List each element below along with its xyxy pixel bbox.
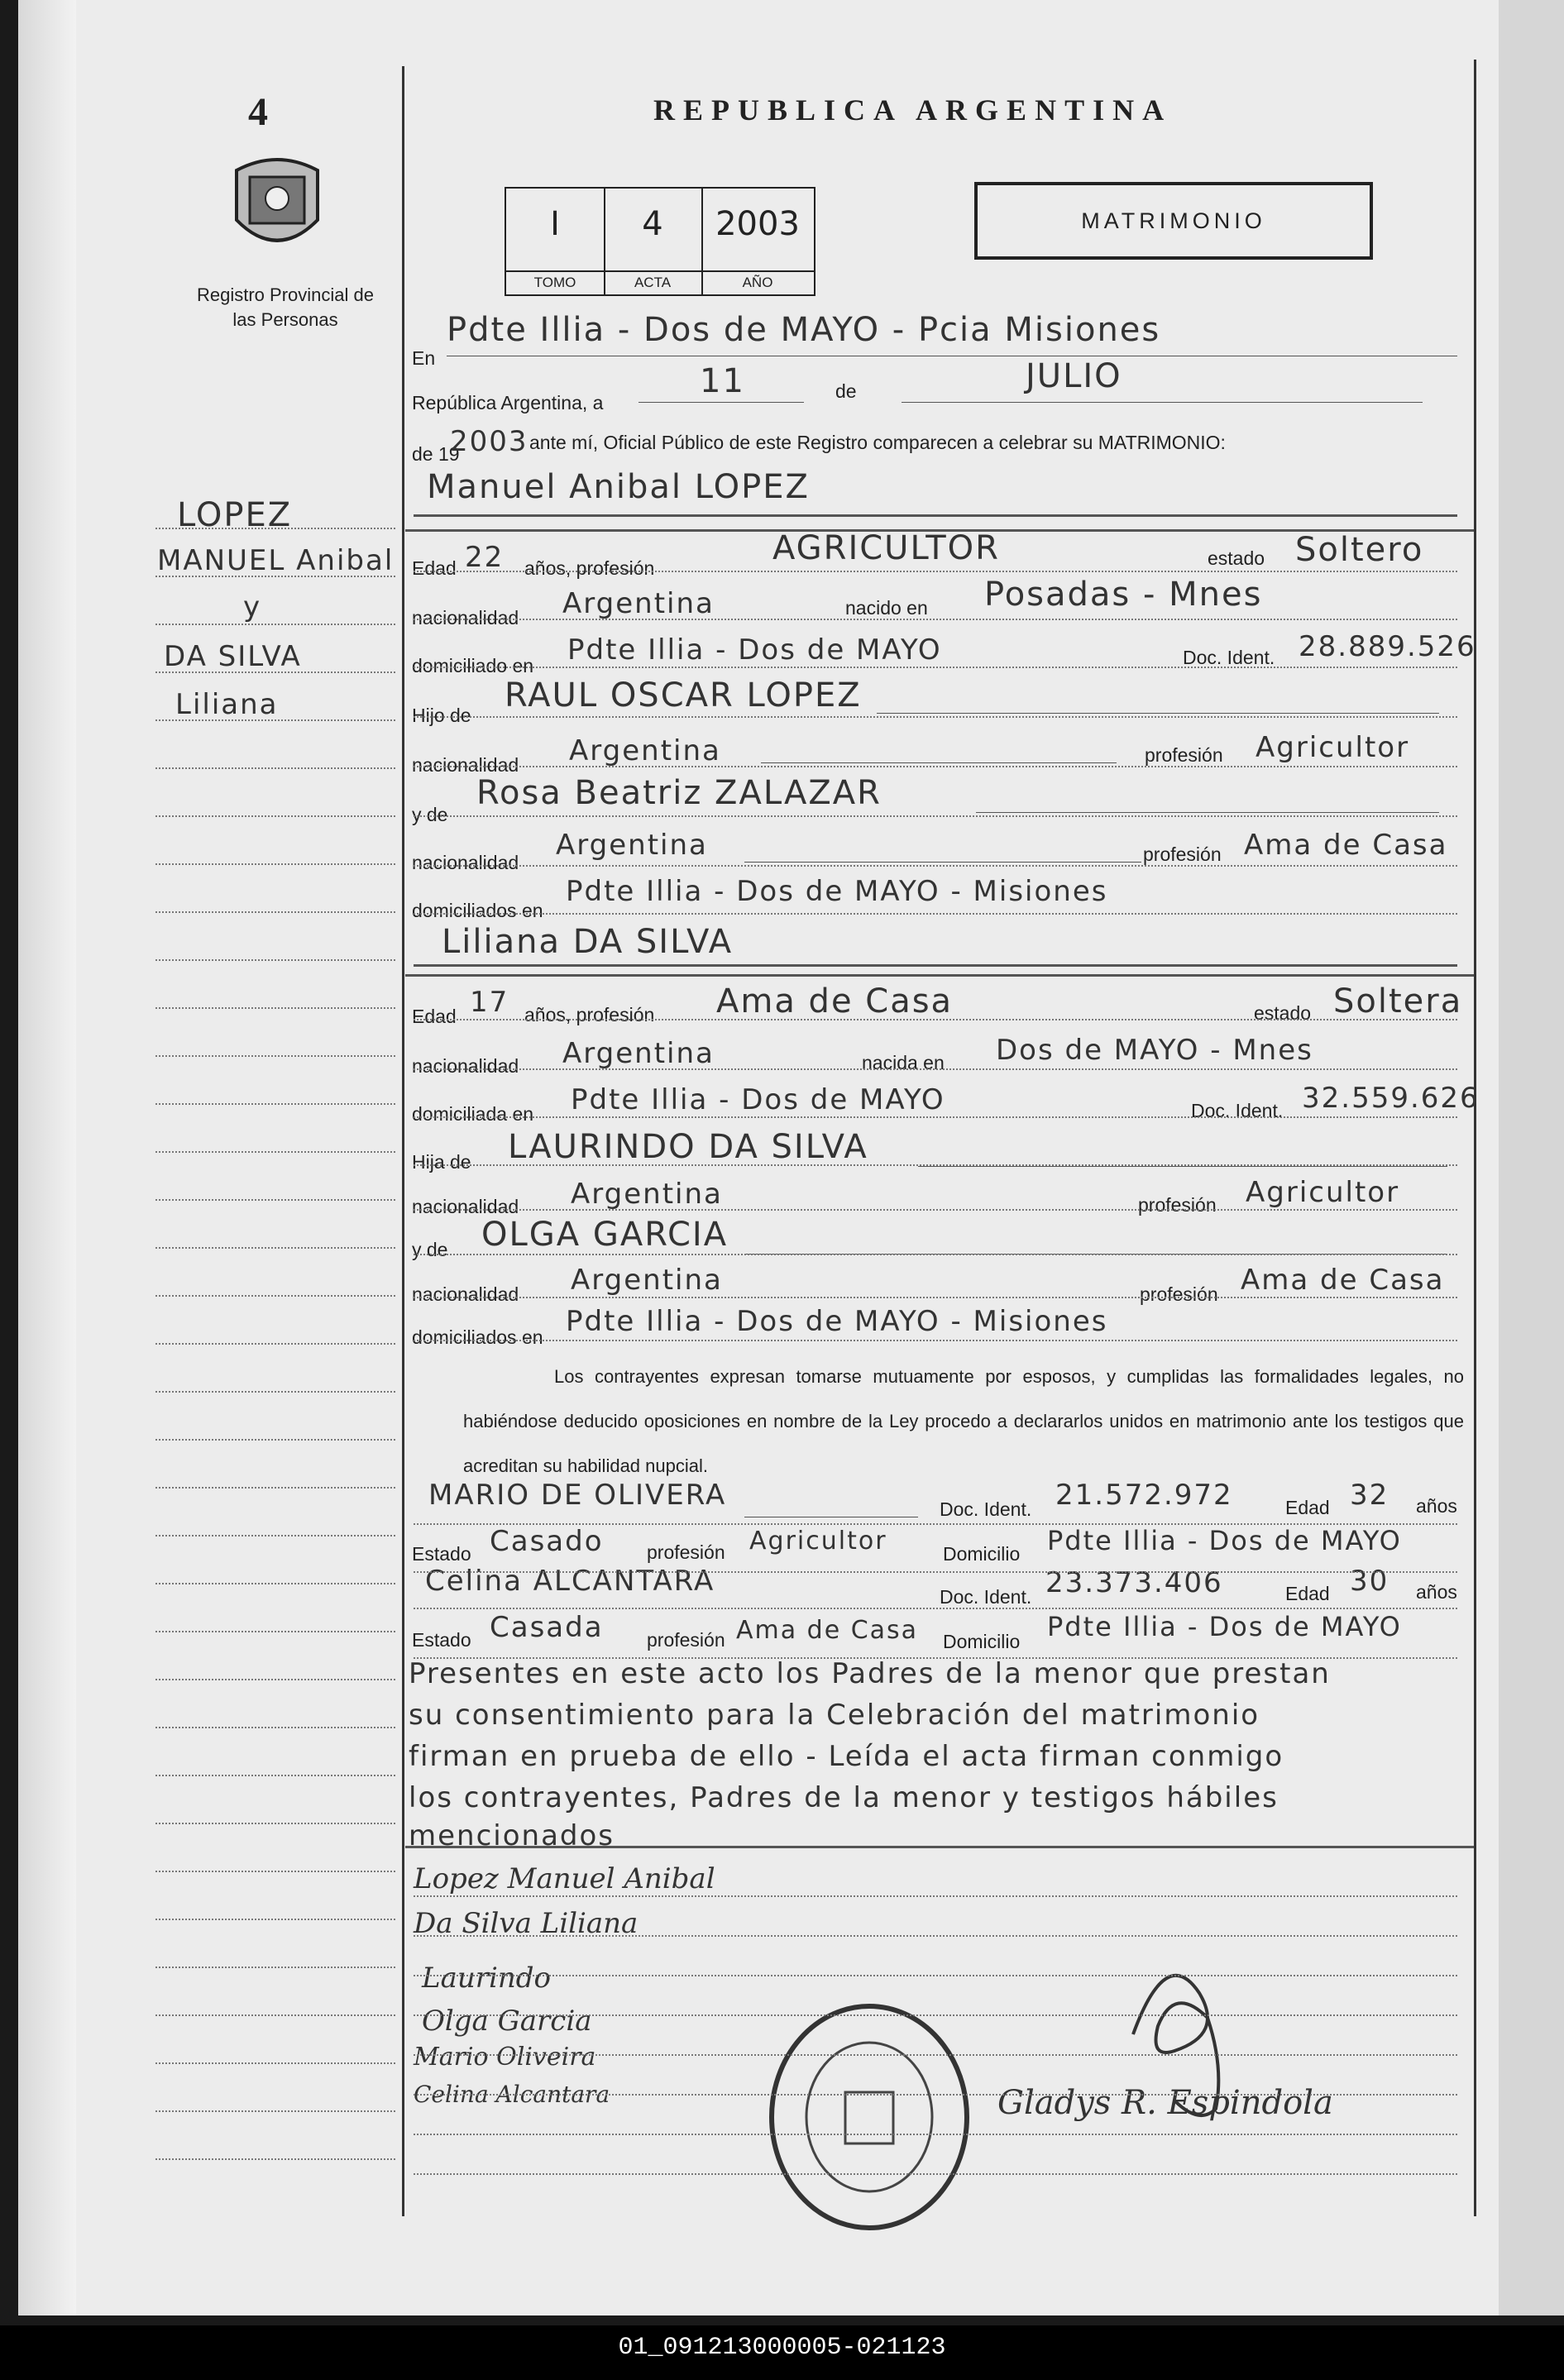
official-name: Gladys R. Espindola bbox=[997, 2084, 1333, 2122]
bride-doc-label: Doc. Ident. bbox=[1191, 1100, 1284, 1121]
witness-1-prof-label: profesión bbox=[647, 1541, 725, 1563]
witness-1-domicilio: Pdte Illia - Dos de MAYO bbox=[1047, 1525, 1402, 1556]
document-type: MATRIMONIO bbox=[974, 182, 1373, 260]
bride-father-label: Hija de bbox=[412, 1151, 471, 1173]
groom-nacido-label: nacido en bbox=[845, 597, 928, 619]
groom-mother: Rosa Beatriz ZALAZAR bbox=[476, 774, 882, 812]
margin-rule bbox=[155, 1055, 395, 1057]
margin-rule bbox=[155, 1823, 395, 1824]
field-rule bbox=[414, 815, 1457, 817]
margin-rule bbox=[155, 528, 395, 529]
witness-2-prof-label: profesión bbox=[647, 1629, 725, 1651]
bride-mother-label: y de bbox=[412, 1239, 448, 1260]
margin-rule bbox=[155, 1199, 395, 1201]
margin-rule bbox=[155, 1487, 395, 1489]
field-rule bbox=[414, 1523, 1457, 1525]
bride-mother-nac-label: nacionalidad bbox=[412, 1283, 519, 1305]
witness-2-edad-label: Edad bbox=[1285, 1583, 1330, 1604]
groom-name-line bbox=[414, 514, 1457, 517]
groom-father: RAUL OSCAR LOPEZ bbox=[505, 676, 862, 714]
margin-name-4: DA SILVA bbox=[164, 640, 302, 673]
margin-name-2: MANUEL Anibal bbox=[157, 544, 395, 577]
margin-rule bbox=[155, 671, 395, 673]
witness-1-doc: 21.572.972 bbox=[1055, 1479, 1233, 1512]
margin-rule bbox=[155, 911, 395, 913]
bride-father-nac-label: nacionalidad bbox=[412, 1196, 519, 1217]
page-title: REPUBLICA ARGENTINA bbox=[653, 93, 1173, 127]
tomo-cell bbox=[506, 189, 605, 294]
margin-rule bbox=[155, 1391, 395, 1393]
signature-rule bbox=[414, 2054, 1457, 2056]
day-line bbox=[639, 402, 804, 403]
margin-rule bbox=[155, 2014, 395, 2016]
page-binding bbox=[18, 0, 76, 2315]
bride-anos-label: años, profesión bbox=[524, 1004, 655, 1025]
ano-label: AÑO bbox=[701, 270, 814, 291]
groom-mother-prof: Ama de Casa bbox=[1244, 829, 1448, 862]
margin-rule bbox=[155, 1439, 395, 1441]
ano-value: 2003 bbox=[715, 205, 800, 243]
field-rule bbox=[414, 1019, 1457, 1020]
acta-cell bbox=[604, 189, 703, 294]
ano-cell bbox=[701, 189, 814, 294]
margin-rule bbox=[155, 767, 395, 769]
bride-doc: 32.559.626 bbox=[1302, 1082, 1480, 1115]
signature-rule bbox=[414, 1895, 1457, 1897]
de-label: de bbox=[835, 380, 857, 402]
groom-mother-nac-label: nacionalidad bbox=[412, 852, 519, 873]
field-rule bbox=[414, 1657, 1457, 1659]
groom-profesion: AGRICULTOR bbox=[772, 529, 1000, 567]
note-line-5: mencionados bbox=[409, 1819, 615, 1852]
note-line-1: Presentes en este acto los Padres de la menor que prestan bbox=[409, 1657, 1331, 1690]
groom-father-prof-label: profesión bbox=[1145, 744, 1223, 766]
groom-father-prof: Agricultor bbox=[1256, 731, 1410, 764]
margin-rule bbox=[155, 1871, 395, 1872]
en-label: En bbox=[412, 347, 436, 369]
signature-rule bbox=[414, 2173, 1457, 2175]
field-rule bbox=[414, 865, 1457, 867]
signature-rule bbox=[414, 1935, 1457, 1937]
note-line-3: firman en prueba de ello - Leída el acta firman conmigo bbox=[409, 1740, 1284, 1773]
bride-estado-label: estado bbox=[1254, 1002, 1312, 1024]
page-edge bbox=[1499, 0, 1564, 2315]
margin-rule bbox=[155, 1247, 395, 1249]
groom-mother-line bbox=[976, 812, 1439, 813]
witness-1-estado-label: Estado bbox=[412, 1543, 471, 1565]
signature-rule bbox=[414, 2134, 1457, 2135]
year-prefix: de 19 bbox=[412, 443, 460, 465]
month-value: JULIO bbox=[1026, 357, 1122, 395]
margin-rule bbox=[155, 1583, 395, 1584]
margin-name-5: Liliana bbox=[175, 688, 279, 721]
groom-nacido: Posadas - Mnes bbox=[984, 576, 1263, 614]
note-line-2: su consentimiento para la Celebración del matrimonio bbox=[409, 1699, 1260, 1732]
witness-2-anos-label: años bbox=[1416, 1581, 1457, 1603]
bride-name-line bbox=[414, 964, 1457, 967]
margin-rule bbox=[155, 1775, 395, 1776]
witness-1-estado: Casado bbox=[490, 1525, 604, 1558]
bride-father-line bbox=[918, 1166, 1447, 1167]
bride-nacida: Dos de MAYO - Mnes bbox=[996, 1034, 1313, 1067]
field-rule bbox=[414, 667, 1457, 668]
bride-father-prof-label: profesión bbox=[1138, 1194, 1217, 1216]
bride-nacida-label: nacida en bbox=[862, 1052, 945, 1073]
witness-2-dom-label: Domicilio bbox=[943, 1631, 1021, 1652]
signature-groom: Lopez Manuel Anibal bbox=[414, 1862, 715, 1895]
witness-1-anos-label: años bbox=[1416, 1495, 1457, 1517]
bride-nac-label: nacionalidad bbox=[412, 1055, 519, 1077]
bride-section-top bbox=[405, 974, 1474, 977]
groom-estado: Soltero bbox=[1295, 531, 1424, 569]
margin-rule bbox=[155, 719, 395, 721]
groom-mother-label: y de bbox=[412, 804, 448, 825]
field-rule bbox=[414, 1209, 1457, 1211]
witness-2-profesion: Ama de Casa bbox=[736, 1616, 919, 1645]
bride-father-nac: Argentina bbox=[571, 1178, 723, 1211]
groom-father-nac: Argentina bbox=[569, 734, 721, 767]
signature-mother: Olga Garcia bbox=[422, 2005, 592, 2038]
field-rule bbox=[414, 1571, 1457, 1573]
margin-name-3: y bbox=[243, 590, 262, 624]
signature-bride: Da Silva Liliana bbox=[414, 1907, 639, 1940]
column-divider bbox=[402, 66, 404, 2216]
registry-name: Registro Provincial de las Personas bbox=[197, 284, 374, 330]
bride-profesion: Ama de Casa bbox=[716, 982, 954, 1020]
tomo-value: I bbox=[550, 205, 560, 243]
declaration-text: Los contrayentes expresan tomarse mutuamente por esposos, y cumplidas las formalidades legales, no habiéndose deducido oposiciones en nombre de la Ley procedo a declararlos unidos en matrimonio ante los testigos que acreditan su habilidad nupcial. bbox=[463, 1366, 1464, 1476]
margin-rule bbox=[155, 1679, 395, 1680]
groom-parents-dom: Pdte Illia - Dos de MAYO - Misiones bbox=[566, 875, 1108, 908]
bride-mother-nac: Argentina bbox=[571, 1264, 723, 1297]
bride-estado: Soltera bbox=[1333, 982, 1463, 1020]
field-rule bbox=[414, 1608, 1457, 1609]
groom-nacionalidad: Argentina bbox=[562, 587, 715, 620]
page-number: 4 bbox=[248, 90, 268, 134]
groom-father-nac-line bbox=[761, 762, 1117, 763]
groom-father-nac-label: nacionalidad bbox=[412, 754, 519, 776]
margin-rule bbox=[155, 1007, 395, 1009]
margin-rule bbox=[155, 2158, 395, 2160]
field-rule bbox=[414, 1068, 1457, 1070]
margin-rule bbox=[155, 576, 395, 577]
groom-mother-nac: Argentina bbox=[556, 829, 708, 862]
bride-nacionalidad: Argentina bbox=[562, 1037, 715, 1070]
witness-2-doc-label: Doc. Ident. bbox=[940, 1586, 1032, 1608]
bride-domicilio: Pdte Illia - Dos de MAYO bbox=[571, 1083, 945, 1116]
field-rule bbox=[414, 913, 1457, 915]
tomo-label: TOMO bbox=[506, 270, 604, 291]
signature-rule bbox=[414, 2014, 1457, 2016]
groom-mother-prof-label: profesión bbox=[1143, 844, 1222, 865]
bride-mother-prof-label: profesión bbox=[1140, 1283, 1218, 1305]
bride-edad: 17 bbox=[470, 986, 509, 1019]
margin-rule bbox=[155, 2110, 395, 2112]
margin-rule bbox=[155, 2062, 395, 2064]
notes-bottom-line bbox=[405, 1846, 1474, 1848]
signature-father: Laurindo bbox=[422, 1962, 552, 1995]
bride-dom-label: domiciliada en bbox=[412, 1103, 534, 1125]
field-rule bbox=[414, 1340, 1457, 1341]
bride-father-prof: Agricultor bbox=[1246, 1176, 1400, 1209]
republica-label: República Argentina, a bbox=[412, 392, 604, 413]
bride-parents-dom-label: domiciliados en bbox=[412, 1326, 543, 1348]
bride-edad-label: Edad bbox=[412, 1006, 457, 1027]
groom-mother-nac-line bbox=[744, 862, 1141, 863]
bride-father: LAURINDO DA SILVA bbox=[508, 1128, 868, 1166]
witness-2-edad: 30 bbox=[1350, 1565, 1389, 1598]
right-border bbox=[1474, 60, 1476, 2216]
place-value: Pdte Illia - Dos de MAYO - Pcia Misiones bbox=[447, 311, 1161, 349]
witness-1-edad-label: Edad bbox=[1285, 1497, 1330, 1518]
groom-dom-label: domiciliado en bbox=[412, 655, 534, 676]
note-line-4: los contrayentes, Padres de la menor y testigos hábiles bbox=[409, 1781, 1279, 1814]
year-value: 2003 bbox=[450, 425, 529, 458]
official-seal-icon bbox=[766, 2001, 973, 2237]
margin-rule bbox=[155, 1919, 395, 1920]
groom-father-line bbox=[877, 713, 1439, 714]
groom-nac-label: nacionalidad bbox=[412, 607, 519, 628]
groom-edad: 22 bbox=[465, 541, 505, 574]
field-rule bbox=[414, 1297, 1457, 1298]
witness-1-doc-label: Doc. Ident. bbox=[940, 1498, 1032, 1520]
month-line bbox=[902, 402, 1423, 403]
groom-father-label: Hijo de bbox=[412, 705, 471, 726]
field-rule bbox=[414, 716, 1457, 718]
signature-rule bbox=[414, 2094, 1457, 2096]
bride-parents-dom: Pdte Illia - Dos de MAYO - Misiones bbox=[566, 1305, 1108, 1338]
record-box bbox=[505, 187, 815, 296]
margin-rule bbox=[155, 1967, 395, 1968]
witness-2-estado-label: Estado bbox=[412, 1629, 471, 1651]
signature-witness-2: Celina Alcantara bbox=[414, 2081, 610, 2108]
field-rule bbox=[414, 1116, 1457, 1118]
witness-2-doc: 23.373.406 bbox=[1045, 1566, 1223, 1599]
margin-rule bbox=[155, 1535, 395, 1536]
witness-1-edad: 32 bbox=[1350, 1479, 1389, 1512]
margin-rule bbox=[155, 1631, 395, 1632]
margin-rule bbox=[155, 1727, 395, 1728]
province-emblem-icon bbox=[228, 154, 326, 265]
margin-rule bbox=[155, 624, 395, 625]
margin-rule bbox=[155, 1343, 395, 1345]
witness-1-name: MARIO DE OLIVERA bbox=[428, 1479, 727, 1512]
acta-label: ACTA bbox=[604, 270, 701, 291]
footer-id: 01_091213000005-021123 bbox=[618, 2334, 946, 2362]
acta-value: 4 bbox=[642, 205, 663, 243]
margin-name-1: LOPEZ bbox=[177, 496, 293, 534]
witness-2-name: Celina ALCANTARA bbox=[425, 1565, 715, 1598]
groom-anos-label: años, profesión bbox=[524, 557, 655, 579]
field-rule bbox=[414, 1254, 1457, 1255]
groom-estado-label: estado bbox=[1208, 547, 1265, 569]
signature-witness-1: Mario Oliveira bbox=[414, 2043, 596, 2072]
intro-statement: ante mí, Oficial Público de este Registro comparecen a celebrar su MATRIMONIO: bbox=[529, 432, 1226, 453]
groom-parents-dom-label: domiciliados en bbox=[412, 900, 543, 921]
margin-rule bbox=[155, 815, 395, 817]
margin-rule bbox=[155, 863, 395, 865]
field-rule bbox=[414, 1164, 1457, 1166]
margin-rule bbox=[155, 959, 395, 961]
witness-1-dom-label: Domicilio bbox=[943, 1543, 1021, 1565]
witness-1-profesion: Agricultor bbox=[749, 1527, 887, 1556]
bride-mother-prof: Ama de Casa bbox=[1241, 1264, 1445, 1297]
groom-name: Manuel Anibal LOPEZ bbox=[427, 468, 810, 506]
groom-domicilio: Pdte Illia - Dos de MAYO bbox=[567, 633, 942, 667]
signature-rule bbox=[414, 1975, 1457, 1976]
groom-doc-label: Doc. Ident. bbox=[1183, 647, 1275, 668]
margin-rule bbox=[155, 1151, 395, 1153]
field-rule bbox=[414, 619, 1457, 620]
witness-2-estado: Casada bbox=[490, 1611, 604, 1644]
day-value: 11 bbox=[700, 362, 745, 400]
margin-rule bbox=[155, 1103, 395, 1105]
witness-2-domicilio: Pdte Illia - Dos de MAYO bbox=[1047, 1611, 1402, 1642]
groom-edad-label: Edad bbox=[412, 557, 457, 579]
bride-name: Liliana DA SILVA bbox=[442, 923, 734, 961]
bride-mother: OLGA GARCIA bbox=[481, 1216, 729, 1254]
field-rule bbox=[414, 571, 1457, 572]
groom-doc: 28.889.526 bbox=[1299, 630, 1476, 663]
margin-rule bbox=[155, 1295, 395, 1297]
field-rule bbox=[414, 766, 1457, 767]
footer-bar bbox=[0, 2325, 1564, 2380]
